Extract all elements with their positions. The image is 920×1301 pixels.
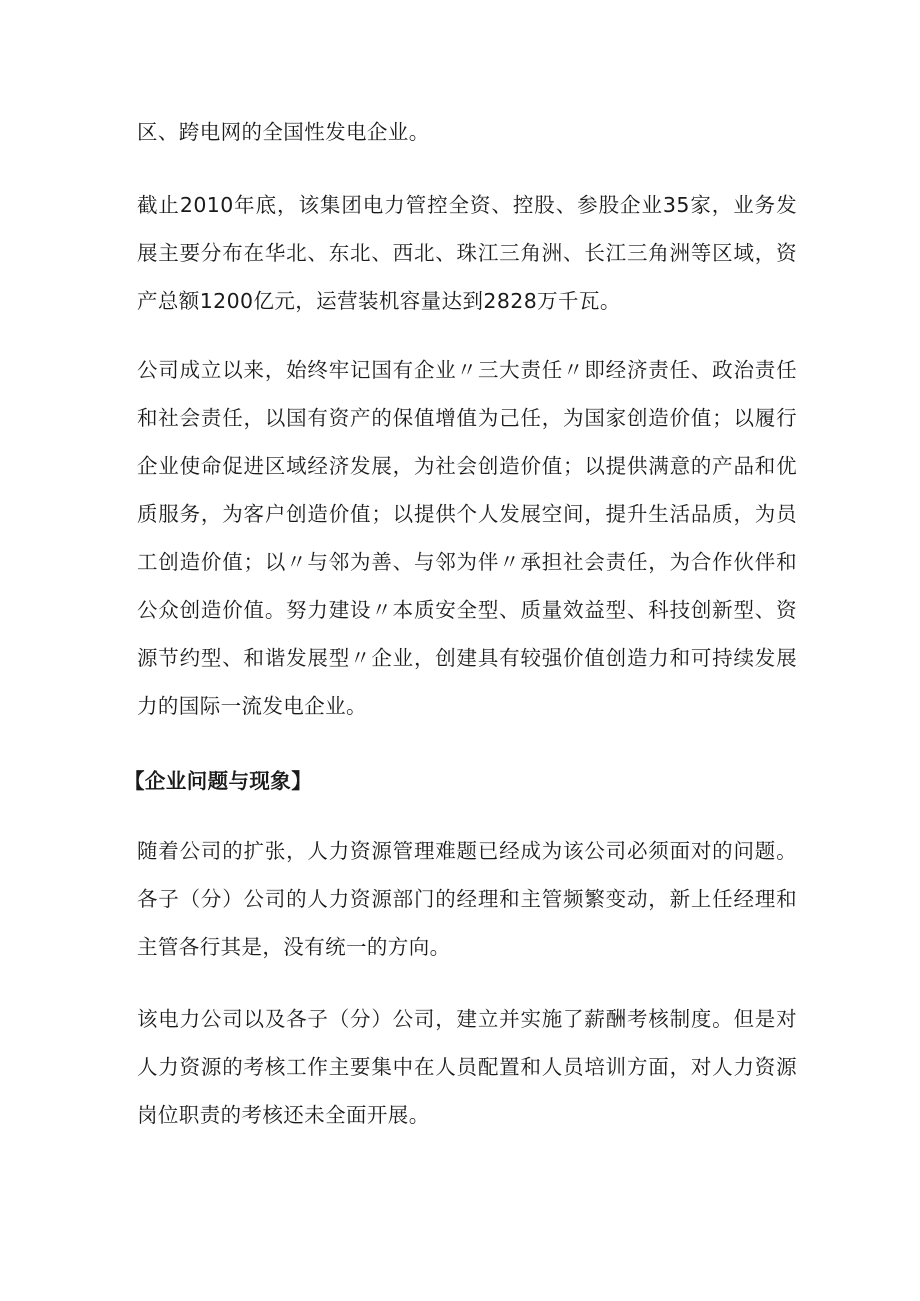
section-heading-problems: 【企业问题与现象】 bbox=[124, 769, 313, 793]
paragraph-intro-continued: 区、跨电网的全国性发电企业。 bbox=[137, 120, 430, 144]
paragraph-company-responsibility: 公司成立以来，始终牢记国有企业〃三大责任〃即经济责任、政治责任和社会责任，以国有资产的保值增值为己任，为国家创造价值；以履行企业使命促进区域经济发展，为社会创造价值；以提供满意的产品和优质服务，为客户创造价值；以提供个人发展空间，提升生活品质，为员工创造价值；以〃与邻为善、与邻为伴〃承担社会责任，为合作伙伴和公众创造价值。努力建设〃本质安全型、质量效益型、科技创新型、资源节约型、和谐发展型〃企业，创建具有较强价值创造力和可持续发展力的国际一流发电企业。 bbox=[137, 358, 797, 718]
paragraph-company-scale: 截止2010年底，该集团电力管控全资、控股、参股企业35家，业务发展主要分布在华北、东北、西北、珠江三角洲、长江三角洲等区域，资产总额1200亿元，运营装机容量达到2828万千瓦。 bbox=[137, 193, 797, 313]
paragraph-hr-turnover: 随着公司的扩张，人力资源管理难题已经成为该公司必须面对的问题。各子（分）公司的人力资源部门的经理和主管频繁变动，新上任经理和主管各行其是，没有统一的方向。 bbox=[137, 839, 797, 959]
paragraph-hr-assessment: 该电力公司以及各子（分）公司，建立并实施了薪酬考核制度。但是对人力资源的考核工作主要集中在人员配置和人员培训方面，对人力资源岗位职责的考核还未全面开展。 bbox=[137, 1007, 797, 1127]
